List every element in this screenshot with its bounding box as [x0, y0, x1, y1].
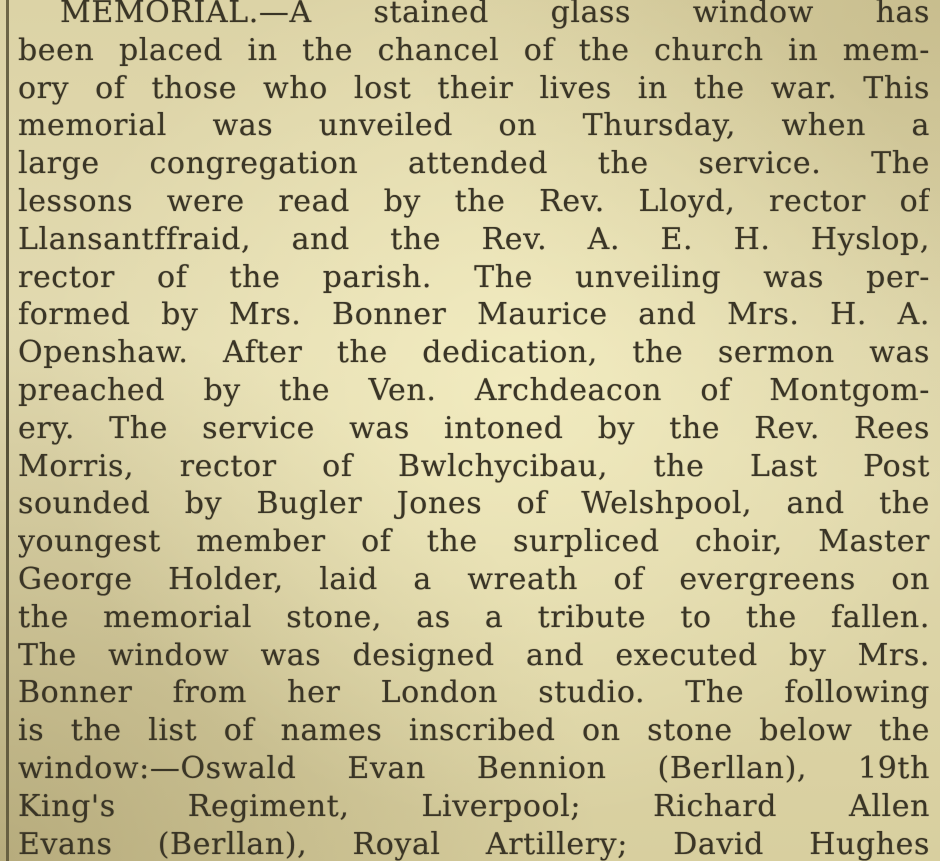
article-line: is the list of names inscribed on stone below the — [18, 713, 930, 749]
article-line: Bonner from her London studio. The following — [18, 675, 930, 711]
article-line: The window was designed and executed by Mrs. — [18, 637, 930, 673]
column-rule — [6, 0, 9, 861]
article-line: preached by the Ven. Archdeacon of Montgom- — [18, 372, 930, 408]
article-line: Evans (Berllan), Royal Artillery; David Hughes — [18, 826, 930, 861]
article-line: Llansantffraid, and the Rev. A. E. H. Hyslop, — [18, 221, 930, 257]
article-line: rector of the parish. The unveiling was per- — [18, 259, 930, 295]
article-line: King's Regiment, Liverpool; Richard Allen — [18, 788, 930, 824]
article-line: sounded by Bugler Jones of Welshpool, and the — [18, 486, 930, 522]
article-line: MEMORIAL.—A stained glass window has — [60, 0, 930, 30]
article-line: large congregation attended the service. The — [18, 146, 930, 182]
article-line: ery. The service was intoned by the Rev. Rees — [18, 410, 930, 446]
article-line: memorial was unveiled on Thursday, when a — [18, 108, 930, 144]
article-line: lessons were read by the Rev. Lloyd, rector of — [18, 183, 930, 219]
article-line: Morris, rector of Bwlchycibau, the Last Post — [18, 448, 930, 484]
article-line: ory of those who lost their lives in the war. This — [18, 70, 930, 106]
memorial-article — [18, 0, 930, 861]
article-line: youngest member of the surpliced choir, Master — [18, 524, 930, 560]
article-line: window:—Oswald Evan Bennion (Berllan), 19th — [18, 750, 930, 786]
article-line: been placed in the chancel of the church in mem- — [18, 32, 930, 68]
article-line: the memorial stone, as a tribute to the fallen. — [18, 599, 930, 635]
article-line: George Holder, laid a wreath of evergreens on — [18, 561, 930, 597]
article-line: Openshaw. After the dedication, the sermon was — [18, 335, 930, 371]
article-line: formed by Mrs. Bonner Maurice and Mrs. H. A. — [18, 297, 930, 333]
